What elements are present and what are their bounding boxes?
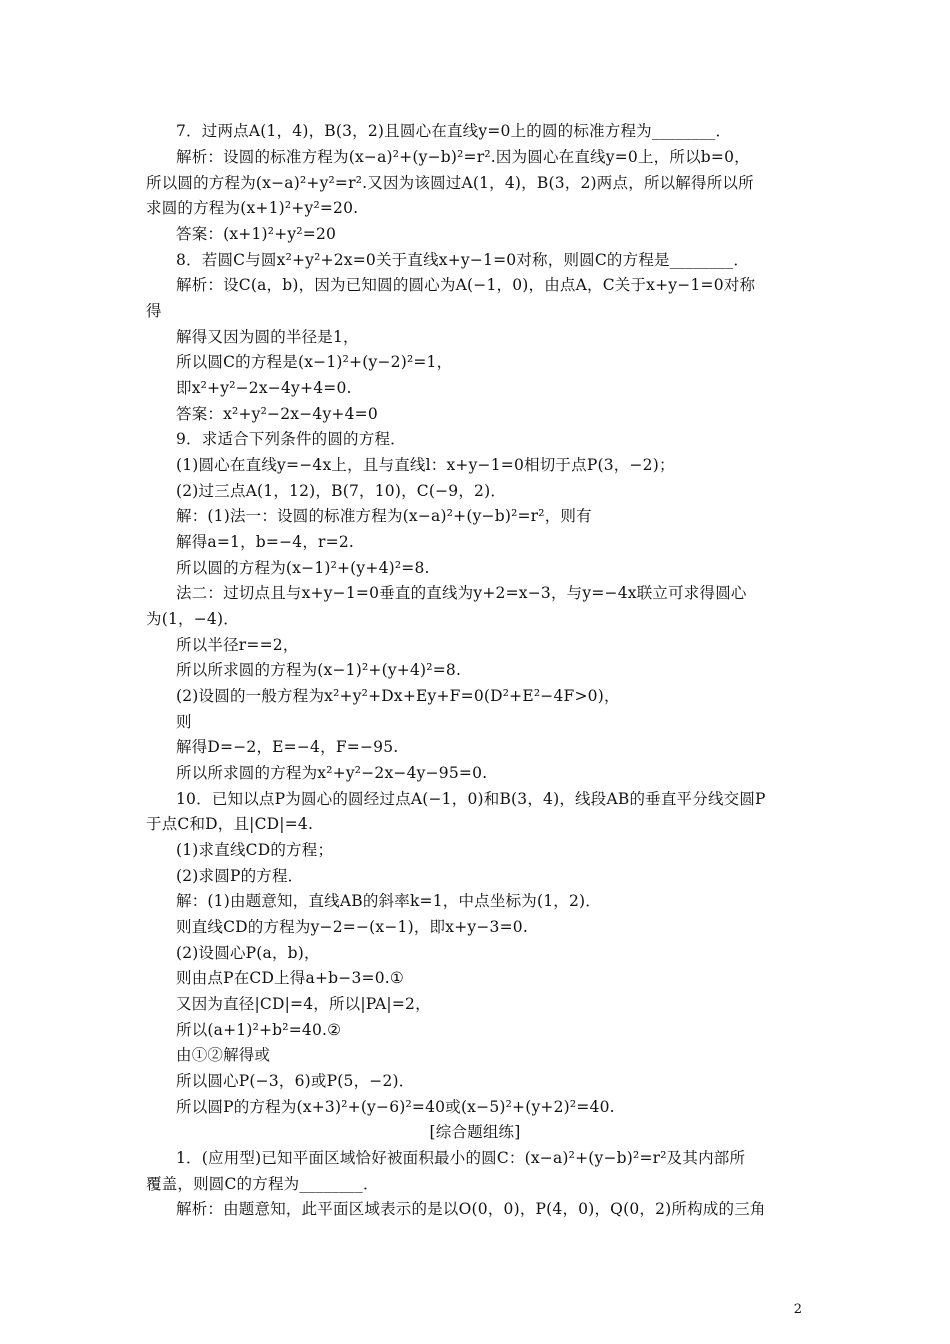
text-line: (2)设圆的一般方程为x²+y²+Dx+Ey+F=0(D²+E²−4F>0)， [176,687,620,705]
text-line: 解得a=1，b=−4，r=2. [176,533,355,551]
text-line: 1．(应用型)已知平面区域恰好被面积最小的圆C：(x−a)²+(y−b)²=r²及其内部所 [176,1149,746,1167]
text-line: 覆盖，则圆C的方程为________． [146,1175,379,1193]
text-line: 为(1，−4)． [146,610,239,628]
text-line: 解析：设圆的标准方程为(x−a)²+(y−b)²=r².因为圆心在直线y=0上，所以b=0， [176,148,750,166]
text-line: (2)设圆心P(a，b)， [176,944,320,962]
text-line: 所以圆的方程为(x−a)²+y²=r².又因为该圆过A(1，4)，B(3，2)两点，所以解得所以所 [146,174,754,192]
text-line: 所以(a+1)²+b²=40.② [176,1021,342,1039]
text-line: 所以所求圆的方程为(x−1)²+(y+4)²=8. [176,661,462,679]
text-line: 9．求适合下列条件的圆的方程． [176,430,406,448]
text-line: 解析：设C(a，b)，因为已知圆的圆心为A(−1，0)，由点A，C关于x+y−1=0对称 [176,276,756,294]
text-line: 于点C和D，且|CD|=4. [146,815,314,833]
text-line: 求圆的方程为(x+1)²+y²=20. [146,199,359,217]
text-line: 解析：由题意知，此平面区域表示的是以O(0，0)，P(4，0)，Q(0，2)所构成的三角 [176,1200,766,1218]
text-line: 所以圆的方程为(x−1)²+(y+4)²=8. [176,559,430,577]
text-line: 所以圆心P(−3，6)或P(5，−2)． [176,1072,415,1090]
text-line: (1)圆心在直线y=−4x上，且与直线l：x+y−1=0相切于点P(3，−2)； [176,456,675,474]
text-line: 所以所求圆的方程为x²+y²−2x−4y−95=0. [176,764,488,782]
text-line: 答案：(x+1)²+y²=20 [176,225,337,243]
text-line: 解：(1)由题意知，直线AB的斜率k=1，中点坐标为(1，2)． [176,892,601,910]
text-line: 解得D=−2，E=−4，F=−95. [176,738,399,756]
text-line: 则 [176,713,192,731]
text-line: 8．若圆C与圆x²+y²+2x=0关于直线x+y−1=0对称，则圆C的方程是________． [176,251,750,269]
text-line: (2)过三点A(1，12)，B(7，10)，C(−9，2)． [176,482,507,500]
section-heading: [综合题组练] [429,1123,521,1141]
page-number: 2 [793,1302,802,1317]
text-line: 10．已知以点P为圆心的圆经过点A(−1，0)和B(3，4)，线段AB的垂直平分线交圆P [176,790,766,808]
text-line: 7．过两点A(1，4)，B(3，2)且圆心在直线y=0上的圆的标准方程为________． [176,122,732,140]
text-line: 得 [146,302,162,320]
text-line: 答案：x²+y²−2x−4y+4=0 [176,405,378,423]
text-line: (2)求圆P的方程． [176,867,304,885]
text-line: 则由点P在CD上得a+b−3=0.① [176,969,404,987]
text-line: 由①②解得或 [176,1046,271,1064]
text-line: 所以半径r==2， [176,636,299,654]
text-line: 解：(1)法一：设圆的标准方程为(x−a)²+(y−b)²=r²，则有 [176,507,592,525]
text-line: 所以圆P的方程为(x+3)²+(y−6)²=40或(x−5)²+(y+2)²=40. [176,1098,615,1116]
text-line: (1)求直线CD的方程； [176,841,334,859]
text-line: 即x²+y²−2x−4y+4=0. [176,379,352,397]
text-line: 则直线CD的方程为y−2=−(x−1)，即x+y−3=0. [176,918,528,936]
text-line: 又因为直径|CD|=4，所以|PA|=2， [176,995,431,1013]
text-line: 解得又因为圆的半径是1， [176,328,359,346]
text-line: 法二：过切点且与x+y−1=0垂直的直线为y+2=x−3，与y=−4x联立可求得圆心 [176,584,747,602]
text-line: 所以圆C的方程是(x−1)²+(y−2)²=1， [176,353,453,371]
